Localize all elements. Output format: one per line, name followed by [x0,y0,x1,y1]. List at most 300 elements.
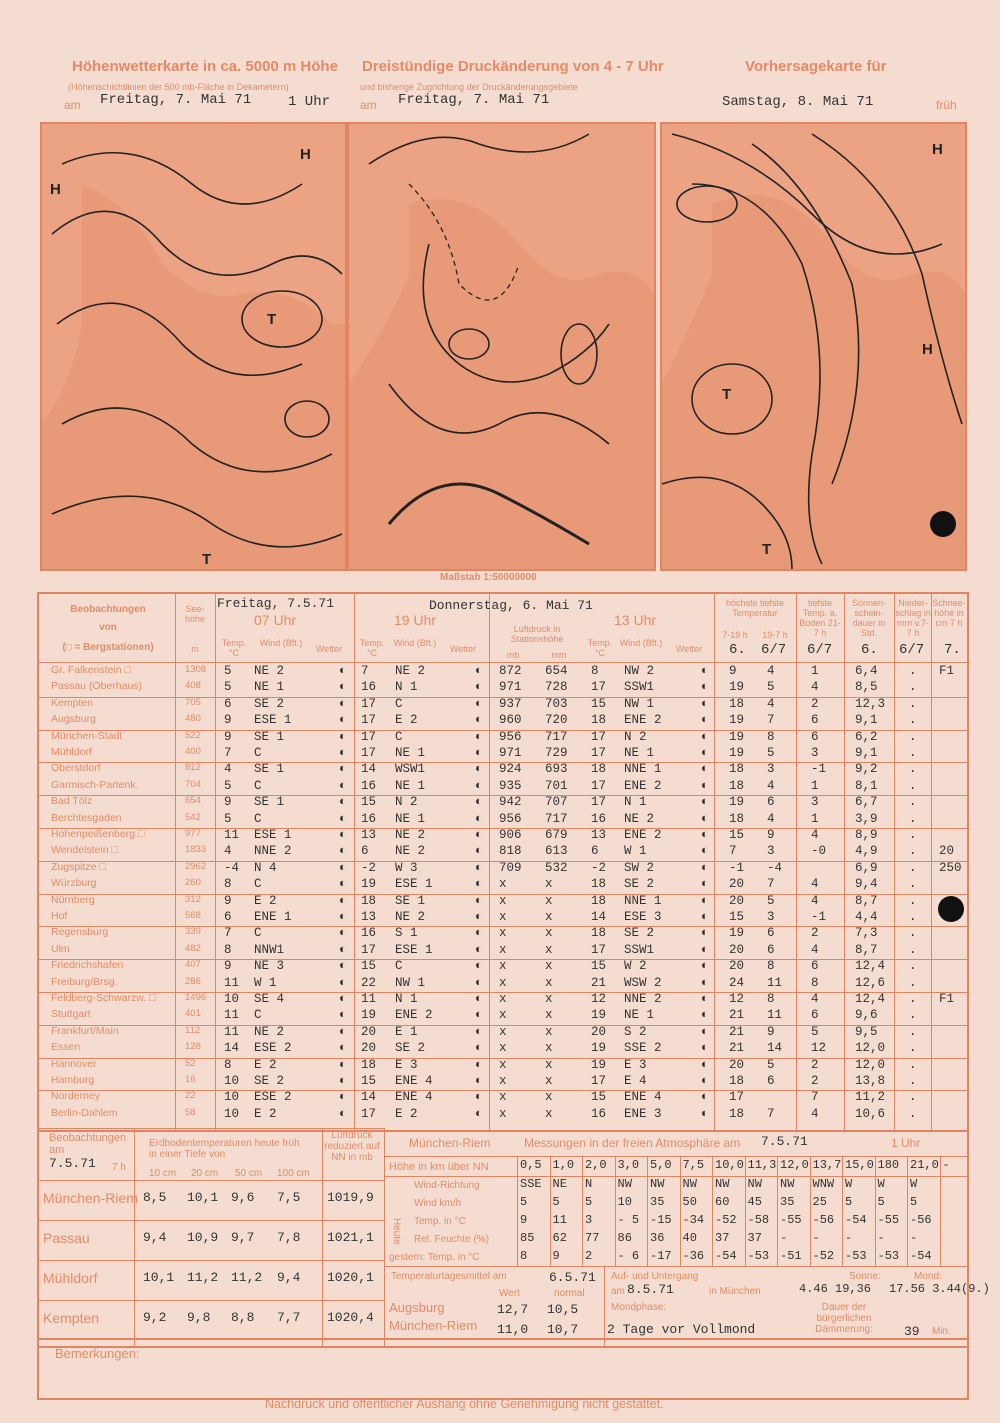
pressure-mm: x [545,1106,553,1121]
h-wetter-1: Wetter [315,644,343,654]
pressure-mm: x [545,959,553,974]
aero-height: 11,3 [747,1158,777,1172]
ground-temp: 4 [811,942,819,957]
aero-title: Messungen in der freien Atmosphäre am [524,1136,741,1150]
station-height: 977 [185,828,201,839]
wind-07: SE 2 [254,1074,285,1088]
ground-temp: 12 [811,1041,827,1056]
precipitation: . [909,762,917,777]
wind-19: NE 2 [395,844,426,859]
pressure-mb: 924 [499,762,522,777]
wind-13: N 1 [624,795,647,810]
temp-13: 13 [591,828,607,842]
pressure-mm: x [545,1024,553,1039]
precipitation: . [909,1090,917,1105]
moon-phase: 2 Tage vor Vollmond [607,1322,756,1337]
temp-13: 18 [591,713,607,728]
temp-19: 17 [361,942,377,957]
wind-13: NNE 1 [624,762,662,777]
station-name: Hohenpeißenberg □ [51,828,145,840]
precipitation: . [909,778,917,793]
station-height: 542 [185,811,201,823]
aero-height: 15,0 [845,1158,874,1172]
aero-wind-speed: 45 [747,1195,762,1209]
weather-symbol-icon: ◐ [701,942,709,957]
temp-07: 8 [224,877,232,892]
weather-symbol-icon: ◐ [475,1090,483,1105]
weather-symbol-icon: ◐ [701,893,709,908]
temp-07: 8 [224,1057,232,1072]
weather-symbol-icon: ◐ [475,762,483,777]
temp-13: 17 [591,746,607,760]
wind-13: ENE 2 [624,828,662,842]
wind-19: N 1 [395,992,418,1006]
weather-symbol-icon: ◐ [339,1074,347,1088]
upper-map-title: Höhenwetterkarte in ca. 5000 m Höhe [72,58,338,75]
forecast-map [660,122,967,571]
station-height: 312 [185,893,201,905]
weather-symbol-icon: ◐ [475,1057,483,1072]
table-row [39,1041,967,1057]
aero-temp-label: Temp. in °C [414,1216,466,1227]
wind-19: NW 1 [395,975,426,990]
temp-13: 17 [591,778,607,793]
ground-temp: 4 [811,1106,819,1121]
temp-19: 13 [361,910,377,924]
pressure-mm: x [545,893,553,908]
precipitation: . [909,1106,917,1121]
col-height-unit: m [191,644,199,654]
ground-temp: 4 [811,877,819,892]
weather-symbol-icon: ◐ [701,1090,709,1105]
temp-19: 20 [361,1041,377,1056]
day2-label: Donnerstag, 6. Mai 71 [429,598,593,613]
col-station-2: von [99,622,117,633]
h-day-3: 6/7 [807,642,833,658]
table-row [39,959,967,975]
weather-symbol-icon: ◐ [339,729,347,744]
upper-map-subtitle: (Höhenschichtlinien der 500 mb-Fläche in Dekametern) [68,82,289,92]
temp-07: 5 [224,680,232,695]
wind-07: ESE 1 [254,713,292,728]
sunshine: 11,2 [855,1090,886,1105]
temp-min: 4 [767,664,775,678]
sunshine: 12,4 [855,959,886,974]
pressure-mm: 679 [545,828,568,842]
temp-max: 19 [729,713,745,728]
aero-heute: Heute [391,1218,402,1245]
weather-symbol-icon: ◐ [701,713,709,728]
h-day-5: 6/7 [899,642,925,658]
station-height: 401 [185,1008,201,1020]
precipitation: . [909,910,917,924]
weather-symbol-icon: ◐ [701,1008,709,1023]
station-name: Norderney [51,1090,101,1103]
temp-max: 12 [729,992,745,1006]
temp-min: 5 [767,746,775,760]
pressure-mb: 872 [499,664,522,678]
aero-humidity: 62 [552,1231,567,1245]
ground-temp: -1 [811,910,827,924]
sunshine: 8,1 [855,778,878,793]
wind-07: NE 2 [254,664,285,678]
station-height: 1308 [185,664,207,675]
sunshine: 9,1 [855,713,878,728]
h-temp-2: Temp. °C [359,638,385,658]
temp-max: 19 [729,729,745,744]
ground-temp: 6 [811,959,819,974]
aero-humidity: - [877,1231,885,1245]
pressure-mm: 693 [545,762,568,777]
ground-temp: 4 [811,828,819,842]
sunshine: 6,2 [855,729,878,744]
wind-19: C [395,696,403,711]
temp-13: 19 [591,1041,607,1056]
aero-yesterday-temp: 8 [520,1249,528,1263]
pressure-mb: x [499,975,507,990]
temp-max: 18 [729,696,745,711]
sunshine: 13,8 [855,1074,886,1088]
pressure-mm: x [545,1008,553,1023]
weather-symbol-icon: ◐ [475,992,483,1006]
h-boden: tiefste Temp. a. Boden 21-7 h [799,598,841,638]
aero-height: 1,0 [552,1158,575,1172]
soil-temp: 10,1 [143,1270,175,1285]
sun-date: 8.5.71 [627,1282,674,1297]
soil-temp: 7,5 [277,1190,301,1205]
pressure-mm: x [545,942,553,957]
soil-temp: 9,6 [231,1190,255,1205]
aero-height: - [942,1158,950,1172]
upper-map-date: Freitag, 7. Mai 71 [100,92,252,108]
precipitation: . [909,680,917,695]
temp-max: 20 [729,877,745,892]
degree-row-2-wert: 11,0 [497,1322,529,1337]
aero-wind-speed: 5 [520,1195,528,1209]
weather-symbol-icon: ◐ [339,992,347,1006]
station-height: 260 [185,877,201,889]
temp-19: 14 [361,1090,377,1105]
wind-19: W 3 [395,860,418,875]
pressure-mm: 703 [545,696,568,711]
wind-13: WSW 2 [624,975,662,990]
h-wind-2: Wind (Bft.) [393,638,437,648]
temp-07: 8 [224,942,232,957]
soil-temp: 9,4 [277,1270,301,1285]
temp-min: 9 [767,1024,775,1039]
pressure-mb: x [499,1008,507,1023]
temp-min: 7 [767,877,775,892]
precipitation: . [909,860,917,875]
ground-temp: 2 [811,926,819,941]
svg-text:T: T [202,551,212,568]
sunshine: 7,3 [855,926,878,941]
weather-symbol-icon: ◐ [475,729,483,744]
weather-symbol-icon: ◐ [339,1090,347,1105]
soil-depth-20: 20 cm [191,1168,219,1179]
aero-yesterday-temp: -53 [877,1249,900,1263]
temp-min: 6 [767,1074,775,1088]
weather-symbol-icon: ◐ [475,696,483,711]
station-name: Nürnberg [51,893,95,906]
station-name: Regensburg [51,926,109,939]
wind-07: ESE 2 [254,1090,292,1105]
station-name: Oberstdorf [51,762,101,775]
temp-min: 3 [767,910,775,924]
weather-symbol-icon: ◐ [475,828,483,842]
pressure-mb: 956 [499,729,522,744]
pressure-mm: 720 [545,713,568,728]
weather-symbol-icon: ◐ [701,1041,709,1056]
soil-station: Mühldorf [43,1270,98,1286]
soil-pressure: 1020,4 [327,1310,374,1325]
temp-min: 8 [767,729,775,744]
pressure-mb: x [499,1090,507,1105]
aero-wind-speed: 5 [585,1195,593,1209]
aero-wind-dir: NW [747,1177,762,1191]
soil-temp: 8,5 [143,1190,167,1205]
aero-temp: 11 [552,1213,567,1227]
table-row [39,926,967,942]
temp-13: 17 [591,942,607,957]
precipitation: . [909,1057,917,1072]
ground-temp: 2 [811,1074,819,1088]
h-luftdruck: Luftdruck in Stationshöhe [510,624,564,644]
sun-am: am [611,1286,625,1297]
weather-symbol-icon: ◐ [475,877,483,892]
sunshine: 6,4 [855,664,878,678]
aero-height-label: Höhe in km über NN [389,1161,489,1173]
wind-13: S 2 [624,1024,647,1039]
temp-13: 6 [591,844,599,859]
h-wetter-3: Wetter [675,644,703,654]
temp-19: 17 [361,1106,377,1121]
precipitation: . [909,1024,917,1039]
temp-07: 5 [224,811,232,826]
temp-min: -4 [767,860,783,875]
temp-19: 20 [361,1024,377,1039]
precipitation: . [909,844,917,859]
weather-symbol-icon: ◐ [475,959,483,974]
wind-19: SE 2 [395,1041,426,1056]
station-height: 812 [185,762,201,774]
temp-min: 5 [767,893,775,908]
ground-temp: -1 [811,762,827,777]
aero-wind-speed: 35 [650,1195,665,1209]
aero-wind-dir: NW [682,1177,697,1191]
wind-19: N 2 [395,795,418,810]
precipitation: . [909,795,917,810]
pressure-mb: 709 [499,860,522,875]
pressure-mb: x [499,942,507,957]
pressure-mb: x [499,1074,507,1088]
pressure-mb: x [499,877,507,892]
temp-13: 21 [591,975,607,990]
precipitation: . [909,1074,917,1088]
temp-min: 6 [767,795,775,810]
precipitation: . [909,664,917,678]
station-name: Frankfurt/Main [51,1024,119,1037]
wind-07: NE 2 [254,1024,285,1039]
soil-station: München-Riem [43,1190,138,1206]
aero-wind-dir: NW [715,1177,730,1191]
wind-13: NW 1 [624,696,655,711]
pressure-map-am: am [360,98,377,112]
wind-13: ENE 2 [624,713,662,728]
pressure-mm: x [545,926,553,941]
h-mm: mm [551,650,567,660]
wind-19: E 1 [395,1024,418,1039]
sunshine: 8,7 [855,942,878,957]
soil-earth-header: Erdbodentemperaturen heute früh in einer Tiefe von [149,1138,300,1160]
temp-max: 20 [729,959,745,974]
station-name: Essen [51,1041,81,1054]
temp-max: 19 [729,795,745,810]
svg-text:H: H [50,181,61,198]
moon-phase-label: Mondphase: [611,1302,667,1313]
aero-temp: -58 [747,1213,770,1227]
temp-min: 14 [767,1041,783,1056]
weather-symbol-icon: ◐ [701,992,709,1006]
wind-13: NE 1 [624,746,655,760]
temp-07: 4 [224,762,232,777]
temp-13: 17 [591,729,607,744]
soil-temp: 9,2 [143,1310,167,1325]
precipitation: . [909,696,917,711]
weather-symbol-icon: ◐ [701,860,709,875]
punch-hole-bottom [938,896,964,922]
dusk-value: 39 [904,1324,920,1339]
h-mb: mb [506,650,520,660]
aero-temp: -52 [715,1213,737,1227]
ground-temp: 3 [811,746,819,760]
aero-wind-dir: W [910,1177,918,1191]
pressure-mb: 906 [499,828,522,842]
weather-symbol-icon: ◐ [475,1024,483,1039]
ground-temp: 6 [811,1008,819,1023]
day2-time1: 19 Uhr [394,612,437,628]
wind-19: ESE 1 [395,942,433,957]
sunshine: 4,4 [855,910,878,924]
wind-07: ESE 2 [254,1041,292,1056]
station-name: Bad Tölz [51,795,93,808]
weather-symbol-icon: ◐ [339,828,347,842]
wind-19: N 1 [395,680,418,695]
weather-symbol-icon: ◐ [339,860,347,875]
pressure-mb: x [499,992,507,1006]
table-row [39,1107,967,1123]
station-name: Ulm [51,942,70,955]
soil-pressure-header: Luftdruck reduziert auf NN in mb [324,1130,380,1163]
wind-07: W 1 [254,975,277,990]
upper-map-am: am [64,98,81,112]
temp-19: 15 [361,959,377,974]
wind-07: SE 1 [254,762,285,777]
h-max-period: 7-19 h [722,630,748,640]
weather-symbol-icon: ◐ [339,926,347,941]
table-row [39,943,967,959]
sunshine: 10,6 [855,1106,886,1121]
temp-13: -2 [591,860,607,875]
weather-symbol-icon: ◐ [475,844,483,859]
day1-time: 07 Uhr [254,612,297,628]
aero-temp: -54 [845,1213,867,1227]
station-name: Berlin-Dahlem [51,1106,118,1119]
table-row [39,1058,967,1074]
temp-07: 11 [224,1008,240,1023]
aero-temp: 9 [520,1213,528,1227]
wind-13: NW 2 [624,664,655,678]
soil-temp: 9,4 [143,1230,167,1245]
temp-19: 16 [361,778,377,793]
pressure-mm: 613 [545,844,568,859]
weather-symbol-icon: ◐ [701,664,709,678]
aero-speed-label: Wind km/h [414,1198,462,1209]
soil-temp: 8,8 [231,1310,255,1325]
moon-times: 17.56 3.44(9.) [889,1282,990,1296]
weather-symbol-icon: ◐ [701,828,709,842]
weather-symbol-icon: ◐ [475,680,483,695]
aero-wind-speed: 5 [877,1195,885,1209]
weather-symbol-icon: ◐ [475,778,483,793]
station-name: Feldberg-Schwarzw. □ [51,992,156,1004]
degree-row-2-normal: 10,7 [547,1322,579,1337]
temp-13: 19 [591,1008,607,1023]
h-max-min: höchste tiefste Temperatur [725,598,785,618]
sunshine: 12,4 [855,992,886,1006]
aero-dir-label: Wind-Richtung [414,1180,480,1191]
wind-13: ESE 3 [624,910,662,924]
station-name: Hannover [51,1057,97,1070]
weather-symbol-icon: ◐ [475,746,483,760]
h-schnee: Schnee-höhe in cm 7 h [932,598,966,628]
day2-time2: 13 Uhr [614,612,657,628]
aero-date: 7.5.71 [761,1134,808,1149]
temp-19: 14 [361,762,377,777]
temp-13: 18 [591,893,607,908]
pressure-mb: x [499,1106,507,1121]
pressure-map-title: Dreistündige Druckänderung von 4 - 7 Uhr [362,58,664,75]
wind-13: ENE 4 [624,1090,662,1105]
sunshine: 8,7 [855,893,878,908]
pressure-mb: 971 [499,680,522,695]
temp-min: 3 [767,762,775,777]
station-name: Hamburg [51,1074,95,1086]
soil-temp: 7,7 [277,1310,301,1325]
weather-symbol-icon: ◐ [475,893,483,908]
degree-row-1-name: Augsburg [389,1300,445,1315]
degree-date: 6.5.71 [549,1270,596,1285]
soil-station: Kempten [43,1310,100,1326]
table-row [39,894,967,910]
pressure-mb: x [499,893,507,908]
remarks-box [37,1338,969,1400]
wind-13: E 3 [624,1057,647,1072]
aero-wind-dir: NW [780,1177,795,1191]
temp-min: 4 [767,696,775,711]
ground-temp: 1 [811,811,819,826]
weather-symbol-icon: ◐ [701,926,709,941]
station-height: 2962 [185,860,207,872]
temp-19: 19 [361,877,377,892]
upper-air-map [40,122,347,571]
station-height: 22 [185,1090,196,1102]
aero-height: 3,0 [617,1158,640,1172]
aero-wind-dir: W [877,1177,885,1191]
station-height: 16 [185,1074,196,1085]
weather-symbol-icon: ◐ [339,975,347,990]
station-height: 112 [185,1024,201,1036]
